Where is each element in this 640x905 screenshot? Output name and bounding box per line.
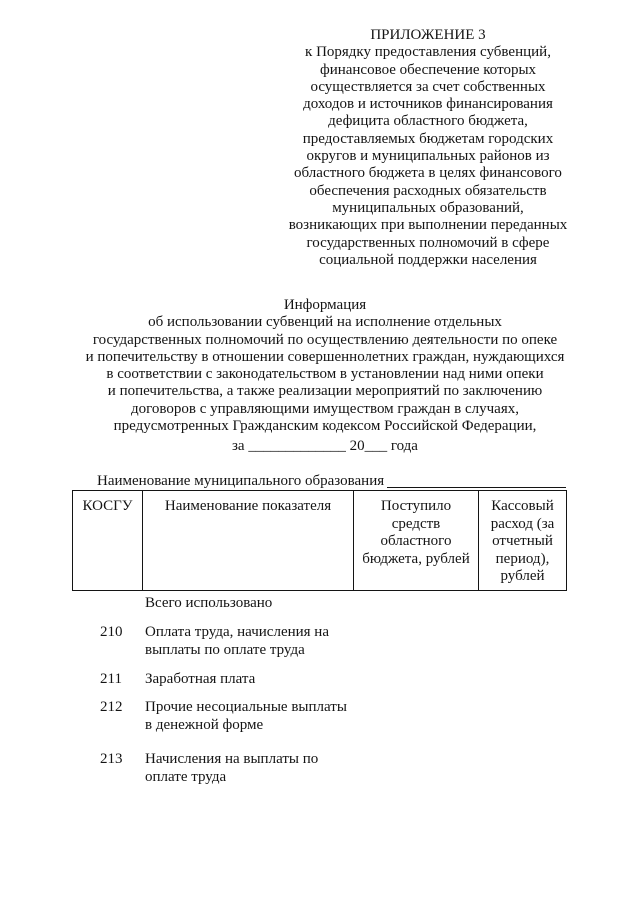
row-name — [145, 751, 318, 786]
row-name — [145, 624, 329, 659]
report-line: государственных полномочий по осуществлению деятельности по опеке — [92, 331, 558, 348]
row-name-line: Оплата труда, начисления на — [145, 624, 329, 640]
row-code: 210 — [100, 624, 123, 640]
table-row — [0, 699, 640, 739]
header-received-label: средств — [391, 515, 441, 532]
appendix-line: к Порядку предоставления субвенций, — [305, 44, 551, 61]
appendix-line: округов и муниципальных районов из — [306, 148, 550, 165]
row-name-line: Начисления на выплаты по — [145, 751, 319, 767]
report-line: договоров с управляющими имуществом граждан в случаях, — [131, 400, 519, 417]
report-heading — [45, 297, 605, 455]
header-expense — [479, 491, 567, 591]
municipality-blank-line — [387, 473, 566, 488]
header-indicator-label: Наименование показателя — [164, 498, 332, 514]
header-received-label: областного — [380, 533, 452, 549]
header-expense-label: период), — [495, 550, 550, 567]
appendix-line: социальной поддержки населения — [319, 251, 537, 268]
row-name — [145, 595, 272, 613]
indicator-table-header — [72, 490, 567, 591]
header-received-label: бюджета, рублей — [362, 550, 470, 567]
appendix-line: доходов и источников финансирования — [303, 96, 553, 113]
appendix-line: финансовое обеспечение которых — [319, 61, 537, 78]
header-received — [354, 491, 479, 591]
appendix-line: государственных полномочий в сфере — [306, 234, 550, 251]
appendix-line: областного бюджета в целях финансового — [294, 165, 562, 182]
report-line: об использовании субвенций на исполнение отдельных — [148, 314, 502, 331]
row-code: 211 — [100, 671, 122, 687]
report-line: предусмотренных Гражданским кодексом Российской Федерации, — [113, 418, 537, 435]
header-expense-label: отчетный — [492, 533, 553, 549]
row-name-line: Заработная плата — [145, 671, 256, 687]
header-kosgu-label: КОСГУ — [82, 498, 133, 514]
report-title: Информация — [283, 297, 367, 313]
header-expense-label: расход (за — [490, 515, 555, 532]
municipality-field — [97, 473, 566, 490]
appendix-line: возникающих при выполнении переданных — [288, 217, 568, 234]
appendix-heading — [268, 27, 588, 269]
appendix-title: ПРИЛОЖЕНИЕ 3 — [370, 27, 486, 43]
row-code: 212 — [100, 699, 123, 715]
row-name — [145, 671, 255, 689]
row-name-line: Прочие несоциальные выплаты — [145, 699, 347, 715]
report-line: и попечительству в отношении совершеннолетних граждан, нуждающихся — [85, 348, 565, 365]
header-kosgu — [73, 491, 143, 591]
municipality-label: Наименование муниципального образования — [97, 473, 385, 489]
row-name — [145, 699, 347, 734]
report-line: в соответствии с законодательством в установлении над ними опеки — [106, 366, 544, 383]
table-row — [0, 624, 640, 664]
header-received-label: Поступило — [380, 498, 452, 514]
row-code: 213 — [100, 751, 123, 767]
appendix-line: дефицита областного бюджета, — [328, 113, 528, 130]
table-header-row — [73, 491, 567, 591]
row-name-line: выплаты по оплате труда — [145, 641, 305, 658]
report-line: и попечительства, а также реализации мероприятий по заключению — [107, 383, 543, 400]
appendix-line: предоставляемых бюджетам городских — [302, 130, 554, 147]
report-period: за _____________ 20___ года — [232, 438, 418, 455]
header-expense-label: Кассовый — [491, 498, 554, 514]
row-name-line: в денежной форме — [145, 716, 264, 733]
row-name-line: оплате труда — [145, 768, 227, 785]
header-expense-label: рублей — [500, 568, 545, 584]
appendix-line: муниципальных образований, — [332, 199, 524, 216]
table-row — [0, 751, 640, 791]
appendix-line: осуществляется за счет собственных — [310, 78, 546, 95]
header-indicator — [143, 491, 354, 591]
row-name-line: Всего использовано — [145, 595, 273, 611]
appendix-line: обеспечения расходных обязательств — [309, 182, 547, 199]
